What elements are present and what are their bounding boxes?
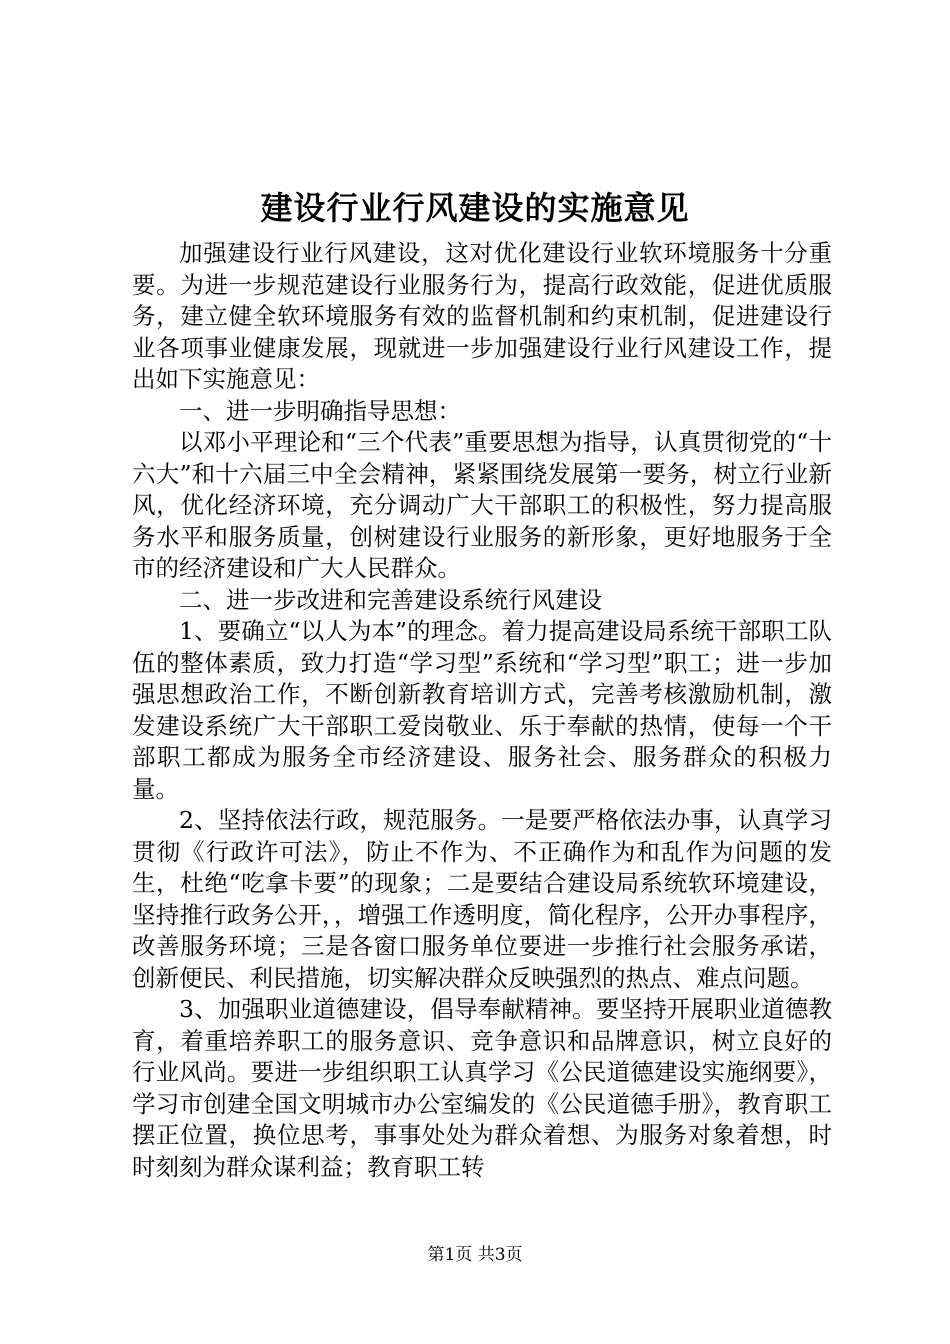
paragraph-intro: 加强建设行业行风建设，这对优化建设行业软环境服务十分重要。为进一步规范建设行业服务行为，提高行政效能，促进优质服务，建立健全软环境服务有效的监督机制和约束机制，促进建设行业各项事业健康发展，现就进一步加强建设行业行风建设工作，提出如下实施意见： xyxy=(132,239,832,393)
section-heading-1: 一、进一步明确指导思想： xyxy=(179,396,461,425)
paragraph-guiding-thought: 以邓小平理论和“三个代表”重要思想为指导，认真贯彻党的“十六大”和十六届三中全会精神，紧紧围绕发展第一要务，树立行业新风，优化经济环境，充分调动广大干部职工的积极性，努力提高服务水平和服务质量，创树建设行业服务的新形象，更好地服务于全市的经济建设和广大人民群众。 xyxy=(132,428,832,582)
paragraph-item-1: 1、要确立“以人为本”的理念。着力提高建设局系统干部职工队伍的整体素质，致力打造“学习型”系统和“学习型”职工；进一步加强思想政治工作，不断创新教育培训方式，完善考核激励机制，激发建设系统广大干部职工爱岗敬业、乐于奉献的热情，使每一个干部职工都成为服务全市经济建设、服务社会、服务群众的积极力量。 xyxy=(132,617,832,803)
paragraph-item-3: 3、加强职业道德建设，倡导奉献精神。要坚持开展职业道德教育，着重培养职工的服务意识、竞争意识和品牌意识，树立良好的行业风尚。要进一步组织职工认真学习《公民道德建设实施纲要》，学习市创建全国文明城市办公室编发的《公民道德手册》，教育职工摆正位置，换位思考，事事处处为群众着想、为服务对象着想，时时刻刻为群众谋利益；教育职工转 xyxy=(132,995,832,1181)
paragraph-item-2: 2、坚持依法行政，规范服务。一是要严格依法办事，认真学习贯彻《行政许可法》，防止不作为、不正确作为和乱作为问题的发生，杜绝“吃拿卡要”的现象；二是要结合建设局系统软环境建设，坚持推行政务公开，，增强工作透明度，简化程序，公开办事程序，改善服务环境；三是各窗口服务单位要进一步推行社会服务承诺，创新便民、利民措施，切实解决群众反映强烈的热点、难点问题。 xyxy=(132,806,832,992)
document-body xyxy=(132,238,832,1183)
section-heading-2: 二、进一步改进和完善建设系统行风建设 xyxy=(179,585,602,614)
document-title: 建设行业行风建设的实施意见 xyxy=(260,189,690,227)
page-number-footer: 第1页 共3页 xyxy=(427,1245,523,1265)
